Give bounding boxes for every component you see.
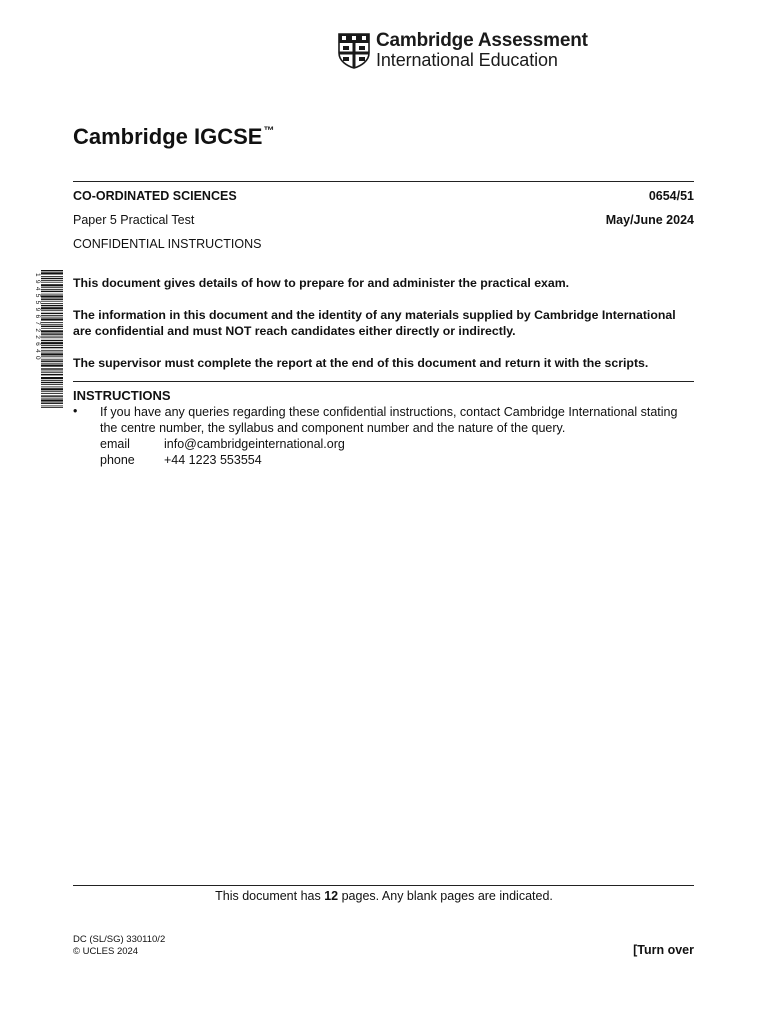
turn-over-label: [Turn over xyxy=(633,943,694,957)
instructions-heading: INSTRUCTIONS xyxy=(73,388,171,403)
barcode-bar xyxy=(41,328,63,329)
barcode-bar xyxy=(41,403,63,404)
subject-title: CO-ORDINATED SCIENCES xyxy=(73,189,237,203)
barcode-bar xyxy=(41,374,63,375)
trademark-mark: ™ xyxy=(263,125,275,137)
syllabus-code: 0654/51 xyxy=(648,189,694,203)
barcode-bar xyxy=(41,356,63,357)
barcode-bar xyxy=(41,377,63,379)
notice-3: The supervisor must complete the report at the end of this document and return it with the scripts. xyxy=(73,356,649,370)
barcode xyxy=(30,270,64,410)
barcode-bar xyxy=(41,326,63,327)
barcode-bar xyxy=(41,301,63,302)
barcode-bar xyxy=(41,278,63,279)
notice-1: This document gives details of how to prepare for and administer the practical exam. xyxy=(73,276,570,290)
notice-2: The information in this document and the identity of any materials supplied by Cambridge International are confidential and must NOT reach candidates either directly or indirectly. xyxy=(73,308,676,338)
barcode-bar xyxy=(41,305,63,306)
logo-line-1: Cambridge Assessment xyxy=(376,30,588,51)
copyright: © UCLES 2024 xyxy=(73,946,139,957)
barcode-bar xyxy=(41,336,63,337)
barcode-bar xyxy=(41,399,63,401)
barcode-bar xyxy=(41,398,63,399)
barcode-bar xyxy=(41,313,63,314)
barcode-bar xyxy=(41,347,63,348)
barcode-bar xyxy=(41,393,63,394)
email-address: info@cambridgeinternational.org xyxy=(164,437,345,451)
barcode-bar xyxy=(41,333,63,334)
barcode-bar xyxy=(41,294,63,295)
barcode-bar xyxy=(41,291,63,292)
barcode-bar xyxy=(41,353,63,355)
barcode-bar xyxy=(41,345,63,346)
barcode-bar xyxy=(41,368,63,369)
barcode-bar xyxy=(41,282,63,283)
instructions-text: If you have any queries regarding these confidential instructions, contact Cambridge International stating the centre number, the syllabus and component number and the nature of the query. xyxy=(100,405,678,435)
barcode-bar xyxy=(41,391,63,392)
divider-instructions xyxy=(73,381,694,382)
barcode-bar xyxy=(41,272,63,274)
divider-footer xyxy=(73,885,694,886)
barcode-bar xyxy=(41,322,63,323)
logo-line-2: International Education xyxy=(376,50,558,70)
barcode-bar xyxy=(41,315,63,316)
barcode-bar xyxy=(41,359,63,360)
barcode-bar xyxy=(41,372,63,373)
barcode-bar xyxy=(41,303,63,304)
email-label: email xyxy=(100,437,130,451)
phone-label: phone xyxy=(100,453,135,467)
barcode-bar xyxy=(41,276,63,277)
document-code: DC (SL/SG) 330110/2 xyxy=(73,934,166,945)
barcode-bar xyxy=(41,361,63,362)
barcode-bar xyxy=(41,287,63,288)
barcode-bar xyxy=(41,330,63,332)
paper-name: Paper 5 Practical Test xyxy=(73,213,195,227)
barcode-bar xyxy=(41,384,63,385)
divider-top xyxy=(73,181,694,182)
barcode-bar xyxy=(41,406,63,407)
barcode-bar xyxy=(41,340,63,341)
exam-session: May/June 2024 xyxy=(605,213,694,227)
page-count: 12 xyxy=(324,889,339,903)
page-count-prefix: This document has xyxy=(215,889,321,903)
barcode-bar xyxy=(41,280,63,281)
barcode-bar xyxy=(41,382,63,383)
barcode-bar xyxy=(41,352,63,353)
phone-number: +44 1223 553554 xyxy=(164,453,262,467)
barcode-bar xyxy=(41,380,63,381)
barcode-bar xyxy=(41,337,63,338)
barcode-bar xyxy=(41,317,63,318)
document-type: CONFIDENTIAL INSTRUCTIONS xyxy=(73,237,262,251)
barcode-bar xyxy=(41,350,63,351)
barcode-bar xyxy=(41,289,63,290)
barcode-bar xyxy=(41,363,63,364)
barcode-bar xyxy=(41,387,63,388)
barcode-bar xyxy=(41,295,63,297)
barcode-bar xyxy=(41,299,63,300)
barcode-bar xyxy=(41,388,63,390)
bullet-point: • xyxy=(73,404,78,418)
page-count-note xyxy=(0,889,768,903)
barcode-bar xyxy=(41,395,63,396)
barcode-bar xyxy=(41,365,63,367)
barcode-bar xyxy=(41,324,63,325)
barcode-bar xyxy=(41,407,63,408)
barcode-bar xyxy=(41,342,63,344)
qualification-title xyxy=(73,124,274,150)
cambridge-shield-icon xyxy=(338,33,370,69)
barcode-bar xyxy=(41,310,63,311)
qualification-name: Cambridge IGCSE xyxy=(73,124,263,149)
barcode-bar xyxy=(41,270,63,271)
barcode-bar xyxy=(41,307,63,309)
barcode-bar xyxy=(41,318,63,320)
barcode-digits: 1945596722640 xyxy=(34,273,41,363)
barcode-bar xyxy=(41,284,63,286)
barcode-bar xyxy=(41,371,63,372)
page-count-suffix: pages. Any blank pages are indicated. xyxy=(341,889,553,903)
